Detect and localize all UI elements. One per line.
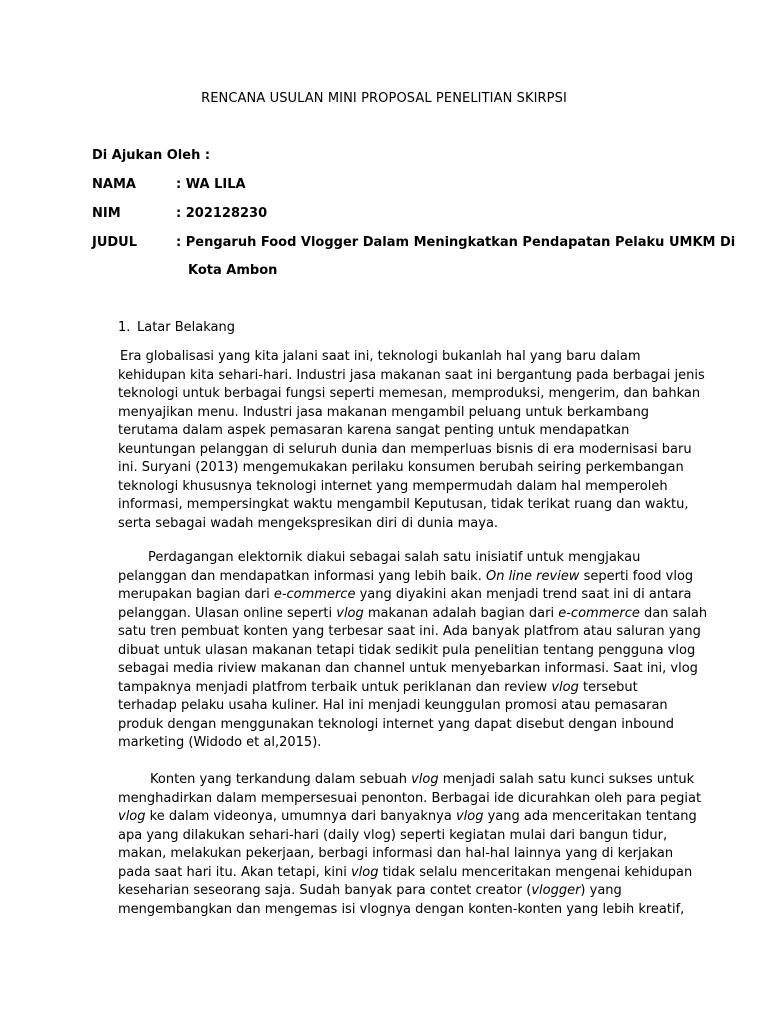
- text-run: terutama dalam aspek pemasaran karena sangat penting untuk mendapatkan: [118, 423, 630, 438]
- paragraph-line: [118, 901, 685, 920]
- text-run: keseharian seseorang saja. Sudah banyak para contet creator (: [118, 883, 532, 898]
- paragraph-line: [118, 568, 694, 587]
- paragraph-line: [118, 827, 678, 846]
- field-label-nama: NAMA: [92, 177, 136, 192]
- italic-term: vlogger: [531, 883, 581, 898]
- paragraph-line: [118, 716, 678, 735]
- text-run: tampaknya menjadi platfrom terbaik untuk periklanan dan review: [118, 679, 552, 695]
- section-number: 1.: [118, 320, 131, 335]
- text-run: pada saat hari itu. Akan tetapi, kini: [118, 864, 351, 880]
- paragraph-line: [118, 478, 678, 497]
- paragraph-line: [118, 496, 689, 515]
- italic-term: vlog: [411, 772, 439, 787]
- field-value-judul-continued: Kota Ambon: [188, 263, 278, 278]
- text-run: mengembangkan dan mengemas isi vlognya dengan konten-konten yang lebih kreatif,: [118, 901, 685, 917]
- text-run: terhadap pelaku usaha kuliner. Hal ini menjadi keunggulan promosi atau pemasaran: [118, 698, 668, 713]
- text-run: pelanggan dan mendapatkan informasi yang lebih baik.: [118, 568, 486, 584]
- field-label-nim: NIM: [92, 206, 121, 221]
- italic-term: vlog: [455, 809, 484, 824]
- text-run: kehidupan kita sehari-hari. Industri jasa makanan saat ini bergantung pada berbagai jenis: [118, 367, 705, 383]
- italic-term: On line review: [485, 568, 580, 584]
- paragraph-3: [118, 771, 702, 919]
- paragraph-line: [118, 845, 678, 864]
- text-run: menyajikan menu. Industri jasa makanan mengambil peluang untuk berkambang: [118, 404, 650, 420]
- italic-term: e-commerce: [273, 587, 356, 602]
- paragraph-line: [118, 679, 678, 698]
- paragraph-line: [118, 605, 708, 624]
- text-run: satu tren pembuat konten yang terbesar saat ini. Ada banyak platfrom atau saluran yang: [118, 624, 701, 639]
- paragraph-line: [118, 697, 678, 716]
- submitted-by-label: Di Ajukan Oleh :: [92, 148, 211, 163]
- paragraph-line: [118, 642, 696, 661]
- text-run: produk dengan menggunakan teknologi internet yang dapat disebut dengan inbound: [118, 716, 675, 732]
- field-value-nim: : 202128230: [176, 206, 268, 221]
- text-run: menghadirkan dalam mempersesuai penonton. Berbagai ide dicurahkan oleh para pegiat: [118, 790, 702, 806]
- paragraph-line: [118, 459, 684, 478]
- paragraph-line: [118, 808, 697, 827]
- section-title: Latar Belakang: [137, 320, 236, 335]
- paragraph-line: [118, 367, 705, 386]
- paragraph-line: [118, 882, 678, 901]
- text-run: menjadi salah satu kunci sukses untuk: [438, 772, 695, 787]
- text-run: marketing (Widodo et al,2015).: [118, 735, 322, 750]
- paragraph-line: [118, 790, 702, 809]
- text-run: pelanggan. Ulasan online seperti: [118, 605, 337, 621]
- text-run: ke dalam videonya, umumnya dari banyaknya: [145, 809, 456, 824]
- paragraph-line: [118, 771, 695, 790]
- text-run: yang ada menceritakan tentang: [483, 809, 697, 824]
- text-run: merupakan bagian dari: [118, 587, 274, 602]
- paragraph-2: [118, 549, 708, 753]
- paragraph-1: [118, 348, 705, 533]
- text-run: teknologi khususnya teknologi internet yang mempermudah dalam hal memperoleh: [118, 478, 668, 494]
- text-run: makanan adalah bagian dari: [363, 605, 559, 621]
- paragraph-line: [118, 864, 693, 883]
- italic-term: vlog: [350, 864, 379, 880]
- text-run: tidak selalu menceritakan mengenai kehidupan: [378, 864, 693, 880]
- italic-term: vlog: [336, 605, 364, 621]
- text-run: dan salah: [639, 605, 708, 621]
- paragraph-line: [118, 385, 701, 404]
- text-run: sebagai media riview makanan dan channel untuk menyebarkan informasi. Saat ini, vlog: [118, 661, 698, 676]
- paragraph-line: [118, 404, 678, 423]
- document-title: RENCANA USULAN MINI PROPOSAL PENELITIAN SKIRPSI: [201, 91, 567, 106]
- field-label-judul: JUDUL: [92, 235, 138, 250]
- section-heading: [118, 320, 235, 335]
- paragraph-line: [118, 515, 678, 534]
- text-run: ) yang: [580, 883, 622, 898]
- italic-term: vlog: [551, 679, 579, 695]
- italic-term: e-commerce: [558, 605, 640, 621]
- text-run: apa yang dilakukan sehari-hari (daily vlog) seperti kegiatan mulai dari bangun tidur,: [118, 827, 668, 843]
- paragraph-line: [118, 586, 692, 605]
- italic-term: vlog: [118, 809, 146, 824]
- field-value-nama: : WA LILA: [176, 177, 246, 192]
- paragraph-line: [118, 348, 678, 367]
- text-run: yang diyakini akan menjadi trend saat ini di antara: [355, 587, 692, 602]
- text-run: Perdagangan elektornik diakui sebagai salah satu inisiatif untuk mengjakau: [148, 550, 641, 565]
- paragraph-line: [118, 660, 698, 679]
- text-run: makan, melakukan pekerjaan, berbagi informasi dan hal-hal lainnya yang di kerjakan: [118, 846, 674, 861]
- field-value-judul: : Pengaruh Food Vlogger Dalam Meningkatkan Pendapatan Pelaku UMKM Di: [176, 235, 736, 250]
- paragraph-line: [118, 623, 701, 642]
- text-run: ini. Suryani (2013) mengemukakan perilaku konsumen berubah seiring perkembangan: [118, 460, 684, 475]
- text-run: keuntungan pelanggan di seluruh dunia dan memperluas bisnis di era modernisasi baru: [118, 441, 692, 457]
- paragraph-line: [118, 441, 692, 460]
- paragraph-line: [118, 734, 678, 753]
- paragraph-line: [118, 549, 678, 568]
- text-run: Konten yang terkandung dalam sebuah: [150, 772, 412, 787]
- text-run: tersebut: [578, 679, 638, 695]
- text-run: dibuat untuk ulasan makanan tetapi tidak sedikit pula penelitian tentang pengguna vlog: [118, 642, 696, 658]
- paragraph-line: [118, 422, 678, 441]
- text-run: seperti food vlog: [579, 568, 694, 584]
- text-run: serta sebagai wadah mengekspresikan diri di dunia maya.: [118, 515, 499, 531]
- text-run: informasi, mempersingkat waktu mengambil Keputusan, tidak terikat ruang dan waktu,: [118, 497, 689, 512]
- text-run: teknologi untuk berbagai fungsi seperti memesan, memproduksi, mengerim, dan bahkan: [118, 386, 701, 401]
- text-run: Era globalisasi yang kita jalani saat ini, teknologi bukanlah hal yang baru dalam: [120, 349, 641, 364]
